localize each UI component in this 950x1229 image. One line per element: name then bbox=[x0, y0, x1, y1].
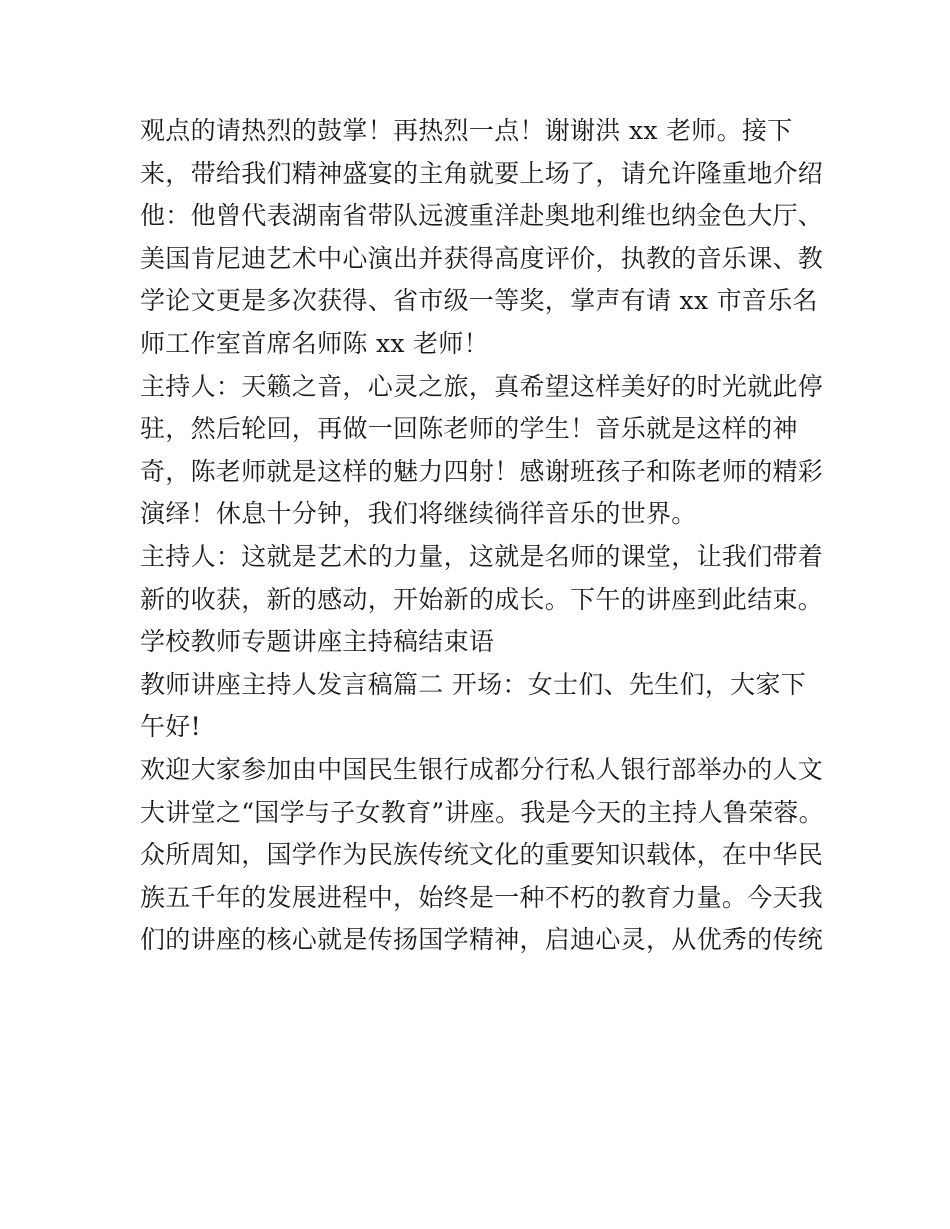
text-line: 新的收获，新的感动，开始新的成长。下午的讲座到此结束。 bbox=[140, 584, 824, 614]
text-line: 们的讲座的核心就是传扬国学精神，启迪心灵，从优秀的传统 bbox=[140, 925, 824, 955]
text-line: 奇，陈老师就是这样的魅力四射！感谢班孩子和陈老师的精彩 bbox=[140, 456, 824, 486]
text-line: 族五千年的发展进程中，始终是一种不朽的教育力量。今天我 bbox=[140, 882, 824, 912]
text-line: 欢迎大家参加由中国民生银行成都分行私人银行部举办的人文 bbox=[140, 754, 824, 784]
text-line: 主持人：这就是艺术的力量，这就是名师的课堂，让我们带着 bbox=[140, 541, 824, 571]
text-line: 美国肯尼迪艺术中心演出并获得高度评价，执教的音乐课、教 bbox=[140, 243, 824, 273]
text-line: 主持人：天籁之音，心灵之旅，真希望这样美好的时光就此停 bbox=[140, 371, 824, 401]
text-line: 众所周知，国学作为民族传统文化的重要知识载体，在中华民 bbox=[140, 840, 824, 870]
text-line: 来，带给我们精神盛宴的主角就要上场了，请允许隆重地介绍 bbox=[140, 158, 824, 188]
section-heading: 学校教师专题讲座主持稿结束语 bbox=[140, 627, 495, 657]
text-line: 教师讲座主持人发言稿篇二 开场：女士们、先生们，大家下 bbox=[140, 669, 807, 699]
text-line: 他：他曾代表湖南省带队远渡重洋赴奥地利维也纳金色大厅、 bbox=[140, 201, 824, 231]
text-line: 午好! bbox=[140, 712, 201, 742]
text-line: 师工作室首席名师陈 xx 老师！ bbox=[140, 328, 489, 358]
text-line: 学论文更是多次获得、省市级一等奖，掌声有请 xx 市音乐名 bbox=[140, 286, 818, 316]
body-text bbox=[140, 110, 824, 962]
text-line: 观点的请热烈的鼓掌！再热烈一点！谢谢洪 xx 老师。接下 bbox=[140, 116, 793, 145]
text-line: 驻，然后轮回，再做一回陈老师的学生！音乐就是这样的神 bbox=[140, 414, 798, 444]
text-line: 大讲堂之“国学与子女教育”讲座。我是今天的主持人鲁荣蓉。 bbox=[140, 797, 824, 827]
text-line: 演绎！休息十分钟，我们将继续徜徉音乐的世界。 bbox=[140, 499, 697, 529]
